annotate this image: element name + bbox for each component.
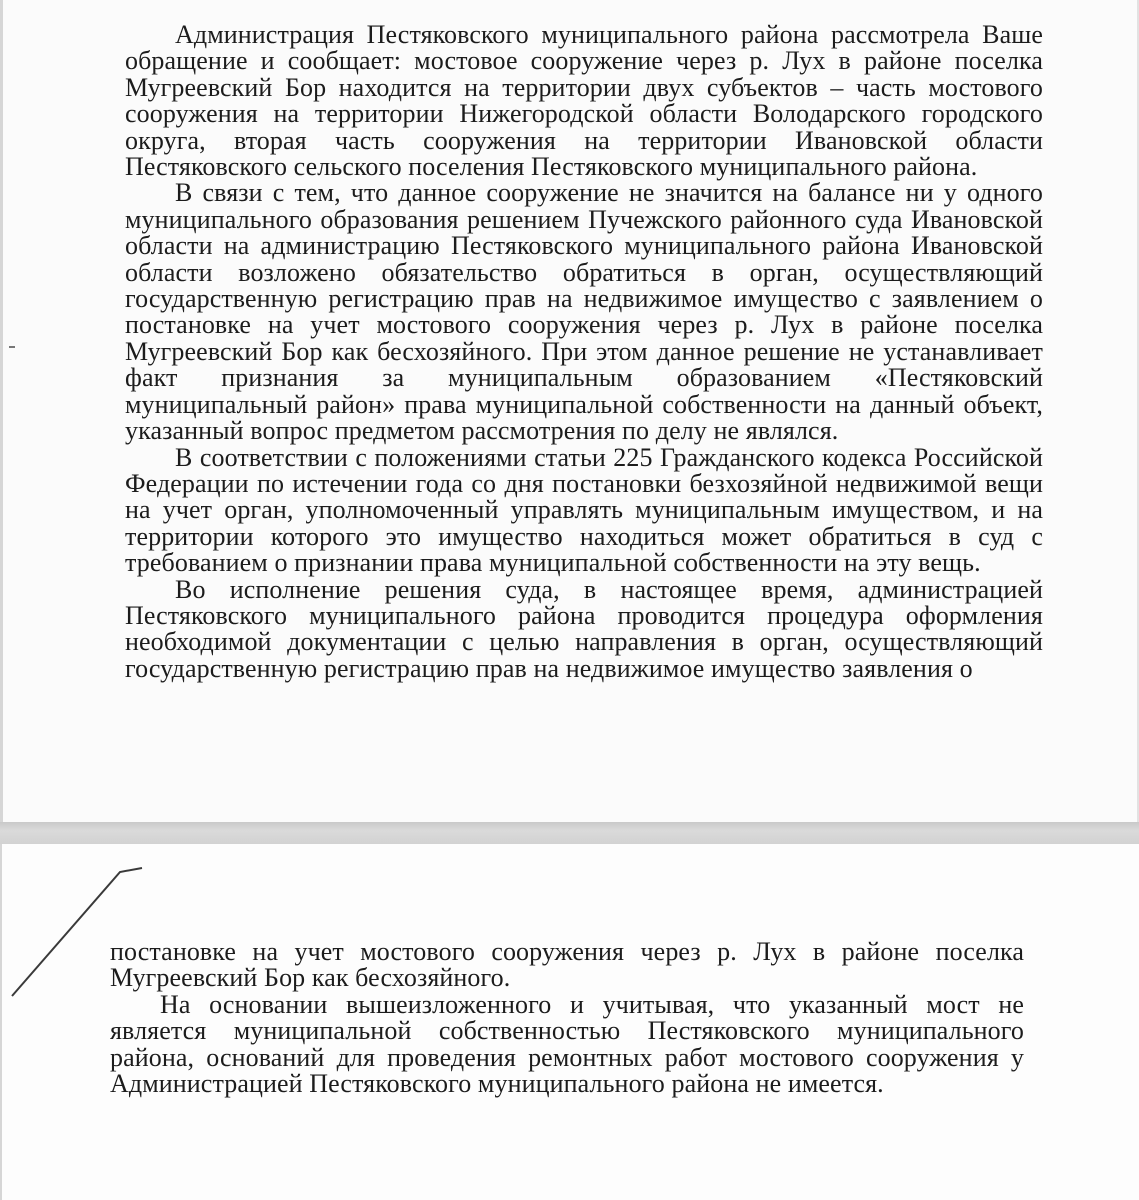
page-1-body [125, 22, 1043, 682]
scan-speck [9, 346, 15, 348]
paragraph-civil-code: В соответствии с положениями статьи 225 Гражданского кодекса Российской Федерации по истечении года со дня постановки безхозяйной недвижимой вещи на учет орган, уполномоченный управлять муниципальным имуществом, и на территории которого это имущество находиться может обратиться в суд с требованием о признании права муниципальной собственности на эту вещь. [125, 442, 1043, 578]
page-separator [0, 822, 1139, 844]
paragraph-court-decision: В связи с тем, что данное сооружение не значится на балансе ни у одного муниципального образования решением Пучежского районного суда Ивановской области на администрацию Пестяковского муниципального района Ивановской области возложено обязательство обратиться в орган, осуществляющий государственную регистрацию прав на недвижимое имущество с заявлением о постановке на учет мостового сооружения через р. Лух в районе поселка Мугреевский Бор как бесхозяйного. При этом данное решение не устанавливает факт признания за муниципальным образованием «Пестяковский муниципальный район» права муниципальной собственности на данный объект, указанный вопрос предметом рассмотрения по делу не являлся. [125, 178, 1043, 446]
paragraph-intro: Администрация Пестяковского муниципального района рассмотрела Ваше обращение и сообщает: мостовое сооружение через р. Лух в районе поселка Мугреевский Бор находится на территории двух субъектов – часть мостового сооружения на территории Нижегородской области Володарского городского округа, вторая часть сооружения на территории Ивановской области Пестяковского сельского поселения Пестяковского муниципального района. [125, 20, 1043, 182]
paragraph-continuation: постановке на учет мостового сооружения через р. Лух в районе поселка Мугреевский Бор как бесхозяйного. [110, 937, 1024, 993]
paragraph-conclusion: На основании вышеизложенного и учитывая, что указанный мост не является муниципальной собственностью Пестяковского муниципального района, оснований для проведения ремонтных работ мостового сооружения у Администрацией Пестяковского муниципального района не имеется. [110, 989, 1024, 1099]
paragraph-execution: Во исполнение решения суда, в настоящее время, администрацией Пестяковского муниципального района проводится процедура оформления необходимой документации с целью направления в орган, осуществляющий государственную регистрацию прав на недвижимое имущество заявления о [125, 574, 1043, 683]
page-2-body [110, 939, 1024, 1097]
letter-page-2 [0, 844, 1139, 1200]
